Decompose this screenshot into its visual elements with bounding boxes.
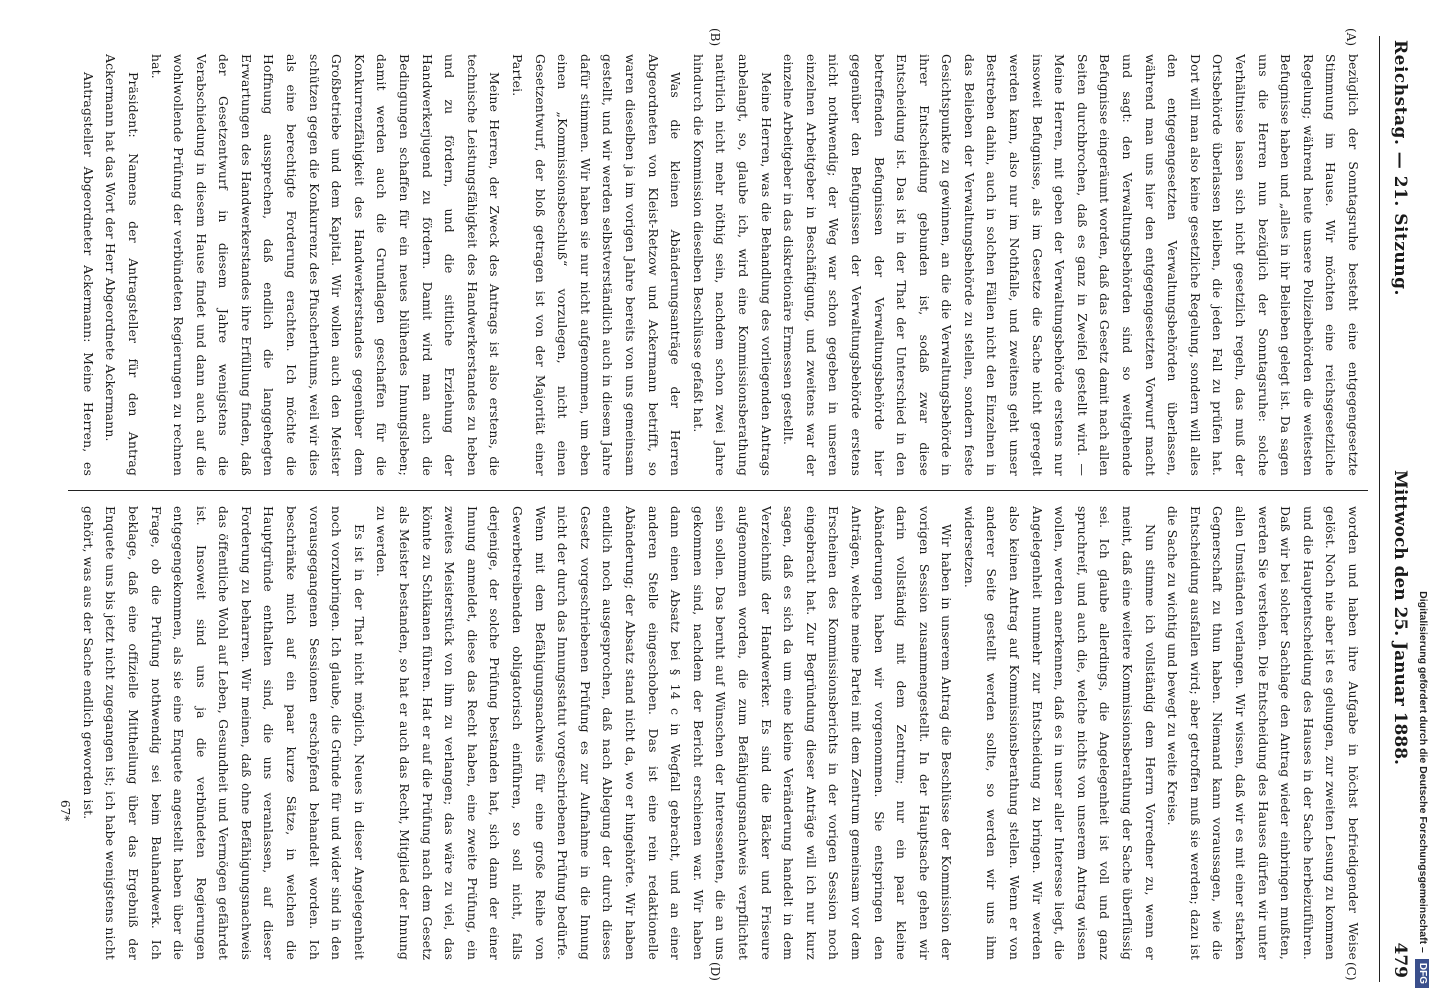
margin-marker-a: (A) <box>1344 28 1358 47</box>
paragraph: Es ist in der That nicht möglich, Neues in dieser Angelegenheit noch vorzubringen. Ich glaube, die Gründe für und wider sind in den vorausgegangenen Sessionen erschöpfend behandelt worden. Ich beschränke mich auf ein paar kurze Sätze, in welchen die Hauptgründe enthalten sind, die uns veranlassen, auf dieser Forderung zu beharren. Wir meinen, daß ohne Befähigungsnachweis das öffentliche Wohl auf Leben, Gesundheit und Vermögen gefährdet ist. Insoweit sind uns ja die verbündeten Regierungen entgegengekommen, als sie eine Enquete angestellt haben über die Frage, ob die Prüfung nothwendig sei beim Bauhandwerk. Ich beklage, daß eine offizielle Mittheilung über das Ergebniß der Enquete uns bis jetzt nicht zugegangen ist; ich habe wenigstens nicht gehört, was aus der Sache endlich geworden ist. <box>80 506 367 960</box>
left-column <box>74 54 1364 476</box>
page-number: 479 <box>1390 942 1410 978</box>
paragraph: Was die kleinen Abänderungsanträge der Herren Abgeordneten von Kleist-Retzow und Ackermann betrifft, so waren dieselben ja im vorigen Jahre bereits von uns gemeinsam gestellt, und wir werden selbstverständlich auch in diesem Jahre dafür stimmen. Wir haben sie nur nicht aufgenommen, um eben einen „Kommissionsbeschluß“ vorzulegen, nicht einen Gesetzentwurf, der bloß getragen ist von der Majorität einer Partei. <box>510 54 684 476</box>
paragraph: Antragsteller Abgeordneter Ackermann: Meine Herren, es <box>80 72 96 476</box>
column-divider <box>68 490 1368 491</box>
dfg-notice <box>1398 0 1432 1000</box>
header-session: Reichstag. — 21. Sitzung. <box>1390 40 1410 296</box>
paragraph: Wir haben in unserem Antrag die Beschlüsse der Kommission der vorigen Session zusammengestellt. In der Hauptsache gehen wir darin vollständig mit dem Zentrum; nur ein paar kleine Abänderungen haben wir vorgenommen. Sie entspringen den Anträgen, welche meine Partei mit dem Zentrum gemeinsam vor dem Erscheinen des Kommissionsberichts in der vorigen Session noch eingebracht hat. Zur Begründung dieser Anträge will ich nur kurz sagen, daß es sich da um eine kleine Veränderung handelt in dem Verzeichniß der Handwerker. Es sind die Bäcker und Friseure aufgenommen worden, die zum Befähigungsnachweis verpflichtet sein sollen. Das beruht auf Wünschen der Interessenten, die an uns gekommen sind, nachdem der Bericht erschienen war. Wir haben dann einen Absatz bei § 14 c in Wegfall gebracht, und an einer anderen Stelle eingeschoben. Das ist eine rein redaktionelle Abänderung; der Absatz stand nicht da, wo er hingehörte. Wir haben endlich noch ausgesprochen, daß nach Ablegung der durch dieses Gesetz vorgeschriebenen Prüfung es zur Aufnahme in die Innung nicht der durch das Innungsstatut vorgeschriebenen Prüfung bedürfe. Wenn mit dem Befähigungsnachweis für eine große Reihe von Gewerbetreibenden obligatorisch einführen, so soll nicht, falls derjenige, der solche Prüfung bestanden hat, sich dann der einer Innung anmeldet, diese das Recht haben, eine zweite Prüfung, ein zweites Meisterstück von ihm zu verlangen; das wäre zu viel, das könnte zu Schikanen führen. Hat er auf die Prüfung nach dem Gesetz als Meister bestanden, so hat er auch das Recht, Mitglied der Innung zu werden. <box>374 506 955 960</box>
paragraph: Meine Herren, was die Behandlung des vorliegenden Antrags anbelangt, so, glaube ich, wird eine Kommissionsberathung natürlich nicht mehr nöthig sein, nachdem schon zwei Jahre hindurch die Kommission dieselben Beschlüsse gefaßt hat. <box>690 54 774 476</box>
paragraph: Präsident: Namens der Antragsteller für den Antrag Ackermann hat das Wort der Herr Abgeordnete Ackermann. <box>103 54 141 476</box>
signature-mark: 67* <box>58 800 72 822</box>
margin-marker-b: (B) <box>708 28 722 47</box>
margin-marker-d: (D) <box>708 962 722 981</box>
dfg-notice-label: Digitalisierung gefördert durch die Deutsche Forschungsgemeinschaft – <box>1417 591 1429 953</box>
paragraph: Meine Herren, der Zweck des Antrags ist also erstens, die technische Leistungsfähigkeit des Handwerkerstandes zu heben und zu fördern, und die sittliche Erziehung der Handwerkerjugend zu fördern. Damit wird man auch die Bedingungen schaffen für ein neues blühendes Innungsleben; damit werden auch die Grundlagen geschaffen für die Konkurrenzfähigkeit des Handwerkerstandes gegenüber dem Großbetriebe und dem Kapital. Wir wollen auch den Meister schützen gegen die Konkurrenz des Pfuscherthums, weil wir dies als eine berechtigte Forderung erachten. Ich möchte die Hoffnung aussprechen, daß endlich die langgehegten Erwartungen des Handwerkerstandes ihre Erfüllung finden, daß der Gesetzentwurf in diesem Jahre wenigstens die Verabschiedung in diesem Hause findet und dann auch auf die wohlwollende Prüfung der verbündeten Regierungen zu rechnen hat. <box>148 54 503 476</box>
paragraph: Nun stimme ich vollständig dem Herrn Vorredner zu, wenn er meint, daß eine weitere Kommissionsberathung der Sache überflüssig sei. Ich glaube allerdings, die Angelegenheit ist voll und ganz spruchreif, und auch die, welche nichts von unserem Antrag wissen wollen, werden anerkennen, daß es in unser aller Interesse liegt, die Angelegenheit nunmehr zur Entscheidung zu bringen. Wir werden also keinen Antrag auf Kommissionsberathung stellen. Wenn er von anderer Seite gestellt werden sollte, so werden wir uns ihm widersetzen. <box>961 506 1158 960</box>
paragraph <box>74 506 76 960</box>
dfg-notice-text <box>1398 0 1432 1000</box>
paragraph: worden und haben ihre Aufgabe in höchst befriedigender Weise gelöst. Noch nie aber ist es gelungen, zur zweiten Lesung zu kommen und die Hauptentscheidung des Hauses in der Sache herbeizuführen. Daß wir bei solcher Sachlage den Antrag wieder einbringen mußten, werden Sie verstehen. Die Entscheidung des Hauses dürfen wir unter allen Umständen verlangen. Wir wissen, daß wir es mit einer starken Gegnerschaft zu thun haben. Niemand kann voraussagen, wie die Entscheidung ausfallen wird; aber getroffen muß sie werden; dazu ist die Sache zu wichtig und bewegt zu weite Kreise. <box>1165 506 1361 960</box>
header-date: Mittwoch den 25. Januar 1888. <box>1390 470 1410 765</box>
paragraph: bezüglich der Sonntagsruhe besteht eine entgegengesetzte Stimmung im Hause. Wir möchten eine reichsgesetzliche Regelung; während heute unsere Polizeibehörden die weitesten Befugnisse haben und „alles in ihr Belieben gelegt ist. Da sagen uns die Herren nun bezüglich der Sonntagsruhe: solche Verhältnisse lassen sich nicht gesetzlich regeln, das muß der Ortsbehörde überlassen bleiben, die jeden Fall zu prüfen hat. Dort will man also keine gesetzliche Regelung, sondern will alles den entgegengesetzten Verwaltungsbehörden überlassen, während man uns hier den entgegengesetzten Vorwurf macht und sagt: den Verwaltungsbehörden sind so weitgehende Befugnisse eingeräumt worden, daß das Gesetz damit nach allen Seiten durchbrochen, daß es ganz in Zweifel gestellt wird. — Meine Herren, mit geben der Verwaltungsbehörde erstens nur insoweit Befugnisse, als im Gesetze die Sache nicht geregelt werden kann, also nur im Nothfalle, und zweitens geht unser Bestreben dahin, auch in solchen Fällen nicht den Einzelnen in das Belieben der Verwaltungsbehörde zu stellen, sondern feste Gesichtspunkte zu gewinnen, an die die Verwaltungsbehörde in ihrer Entscheidung gebunden ist, sodaß zwar diese Entscheidung ist. Das ist in der That der Unterschied in den betreffenden Befugnissen der Verwaltungsbehörde hier gegenüber den Befugnissen der Verwaltungsbehörde erstens nicht nothwendig; der Weg war schon gegeben in unseren einzelnen Arbeitgeber in Beschäftigung, und zweitens war der einzelne Arbeitgeber in das diskretionäre Ermessen gestellt. <box>781 54 1361 476</box>
right-column <box>74 506 1364 960</box>
margin-marker-c: (C) <box>1344 962 1358 981</box>
dfg-logo: DFG <box>1415 959 1429 988</box>
header-rule <box>1379 36 1380 982</box>
